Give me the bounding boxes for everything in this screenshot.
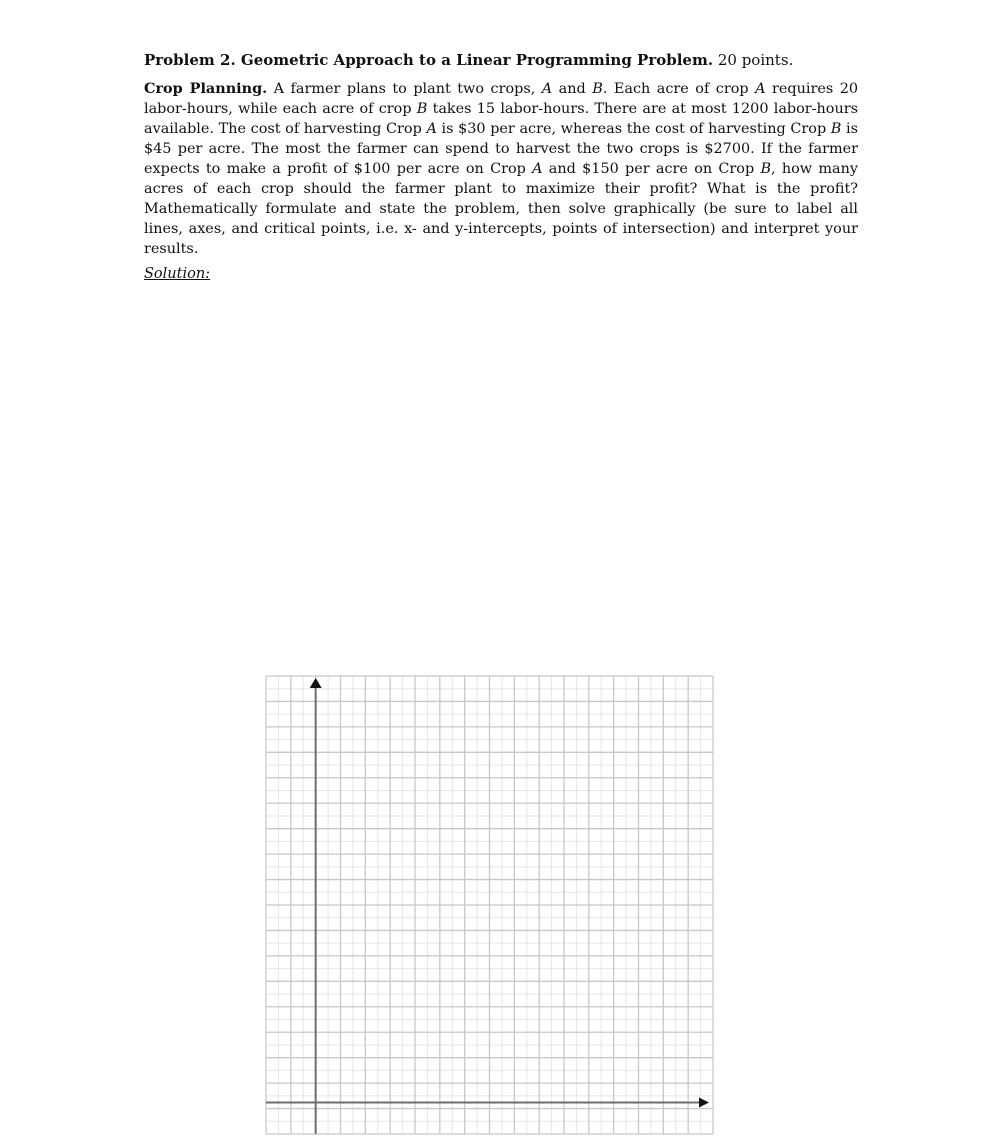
problem-points: 20 points.: [717, 51, 794, 69]
problem-heading: [144, 50, 864, 70]
statement-text: is $30 per acre, whereas the cost of harvesting Crop: [436, 121, 831, 137]
statement-text: is $45 per acre. The most the farmer can spend to harvest the two crops is $2700. If the farmer expects to make a profit of $100 per acre on Crop: [144, 121, 858, 177]
x-axis-arrow-icon: [699, 1098, 709, 1108]
graph-paper: [262, 672, 717, 1138]
graph-grid: [262, 672, 717, 1138]
problem-title: Problem 2. Geometric Approach to a Linear Programming Problem.: [144, 51, 714, 69]
crop-b-symbol: B: [830, 121, 842, 137]
crop-a-symbol: A: [755, 81, 766, 97]
statement-text: and $150 per acre on Crop: [542, 161, 761, 177]
crop-b-symbol: B: [760, 161, 772, 177]
problem-intro: Crop Planning.: [144, 80, 268, 97]
statement-text: , how many acres of each crop should the farmer plant to maximize their profit? What is the profit? Mathematically formulate and state the problem, then solve graphically (be sure to label all lines, axes, and critical points, i.e. x- and y-intercepts, points of intersection) and interpret your results.: [144, 161, 858, 257]
crop-a-symbol: A: [532, 161, 543, 177]
statement-text: takes 15 labor-hours. There are at most 1200 labor-hours available. The cost of harvesting Crop: [144, 101, 858, 137]
problem-statement: [144, 79, 858, 259]
statement-text: . Each acre of crop: [602, 81, 756, 97]
crop-a-symbol: A: [426, 121, 437, 137]
crop-b-symbol: B: [592, 81, 603, 97]
solution-label: Solution:: [144, 266, 211, 282]
statement-text: requires 20 labor-hours, while each acre of crop: [144, 81, 859, 117]
y-axis-arrow-icon: [310, 678, 322, 688]
statement-text: and: [552, 81, 593, 97]
statement-text: A farmer plans to plant two crops,: [273, 81, 542, 97]
crop-b-symbol: B: [416, 101, 428, 117]
crop-a-symbol: A: [541, 81, 553, 97]
